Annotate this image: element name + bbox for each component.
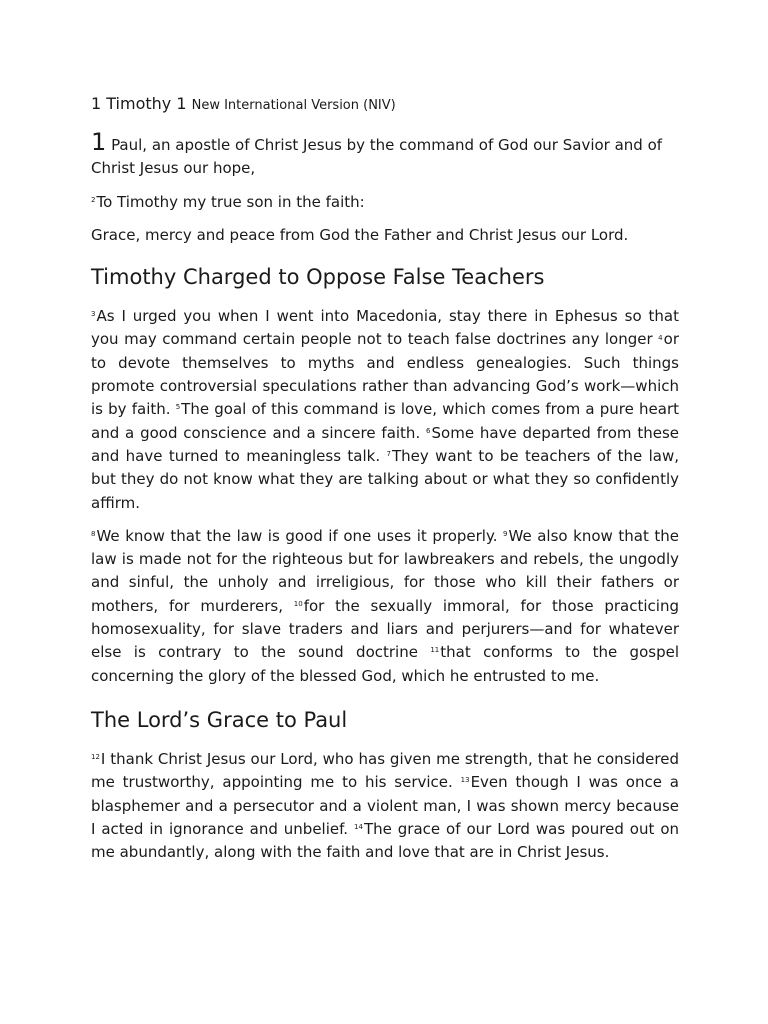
verse-number: 2 (91, 195, 96, 204)
verse-1-paragraph (91, 128, 679, 181)
verse-number: 3 (91, 310, 96, 319)
verse-2-paragraph (91, 191, 679, 214)
verse-5: The goal of this command is love, which comes from a pure heart and a good conscience and a sincere faith. (91, 400, 680, 442)
verse-6: Some have departed from these and have turned to meaningless talk. (91, 423, 679, 465)
verse-4: or to devote themselves to myths and endless genealogies. Such things promote controversial speculations rather than advancing God’s work—which is by faith. (91, 330, 679, 419)
verse-number: 14 (354, 822, 363, 831)
verse-number: 13 (460, 776, 470, 785)
verse-number: 9 (503, 529, 508, 538)
section-heading-grace: The Lord’s Grace to Paul (91, 707, 348, 732)
book-title (91, 92, 679, 118)
verse-number: 4 (658, 333, 663, 342)
verse-number: 8 (91, 529, 96, 538)
verse-number: 6 (426, 426, 431, 435)
verse-1: Paul, an apostle of Christ Jesus by the command of God our Savior and of Christ Jesus our hope, (91, 136, 663, 178)
verse-3: As I urged you when I went into Macedonia, stay there in Ephesus so that you may command certain people not to teach false doctrines any longer (91, 307, 679, 349)
verse-2: To Timothy my true son in the faith: (96, 192, 365, 211)
bible-version: New International Version (NIV) (191, 98, 396, 113)
verse-14: The grace of our Lord was poured out on me abundantly, along with the faith and love that are in Christ Jesus. (91, 819, 679, 862)
verse-11: that conforms to the gospel concerning the glory of the blessed God, which he entrusted to me. (91, 643, 679, 685)
verse-10: for the sexually immoral, for those practicing homosexuality, for slave traders and liars and perjurers—and for whatever else is contrary to the sound doctrine (91, 596, 679, 662)
verse-number: 7 (386, 450, 391, 459)
paragraph-verses-3-7 (91, 305, 679, 515)
paragraph-verses-8-11 (91, 525, 679, 688)
document-page (91, 92, 679, 874)
verse-13: Even though I was once a blasphemer and a persecutor and a violent man, I was shown mercy because I acted in ignorance and unbelief. (91, 773, 679, 838)
chapter-number: 1 (91, 128, 107, 156)
verse-number: 5 (175, 403, 181, 412)
verse-8: We know that the law is good if one uses it properly. (96, 526, 504, 545)
verse-12: I thank Christ Jesus our Lord, who has given me strength, that he considered me trustworthy, appointing me to his service. (91, 749, 679, 792)
verse-2-continued: Grace, mercy and peace from God the Father and Christ Jesus our Lord. (91, 225, 629, 244)
paragraph-verses-12-14 (91, 748, 679, 864)
verse-number: 11 (430, 646, 440, 655)
verse-number: 12 (91, 753, 100, 762)
section-heading-false-teachers: Timothy Charged to Oppose False Teachers (91, 265, 545, 290)
book-chapter: 1 Timothy 1 (91, 94, 187, 113)
verse-number: 10 (293, 599, 303, 608)
verse-9: We also know that the law is made not for the righteous but for lawbreakers and rebels, the ungodly and sinful, the unholy and irreligious, for those who kill their fathers or mothers, for murderers, (91, 526, 679, 615)
verse-7: They want to be teachers of the law, but they do not know what they are talking about or what they so confidently affirm. (91, 446, 680, 512)
